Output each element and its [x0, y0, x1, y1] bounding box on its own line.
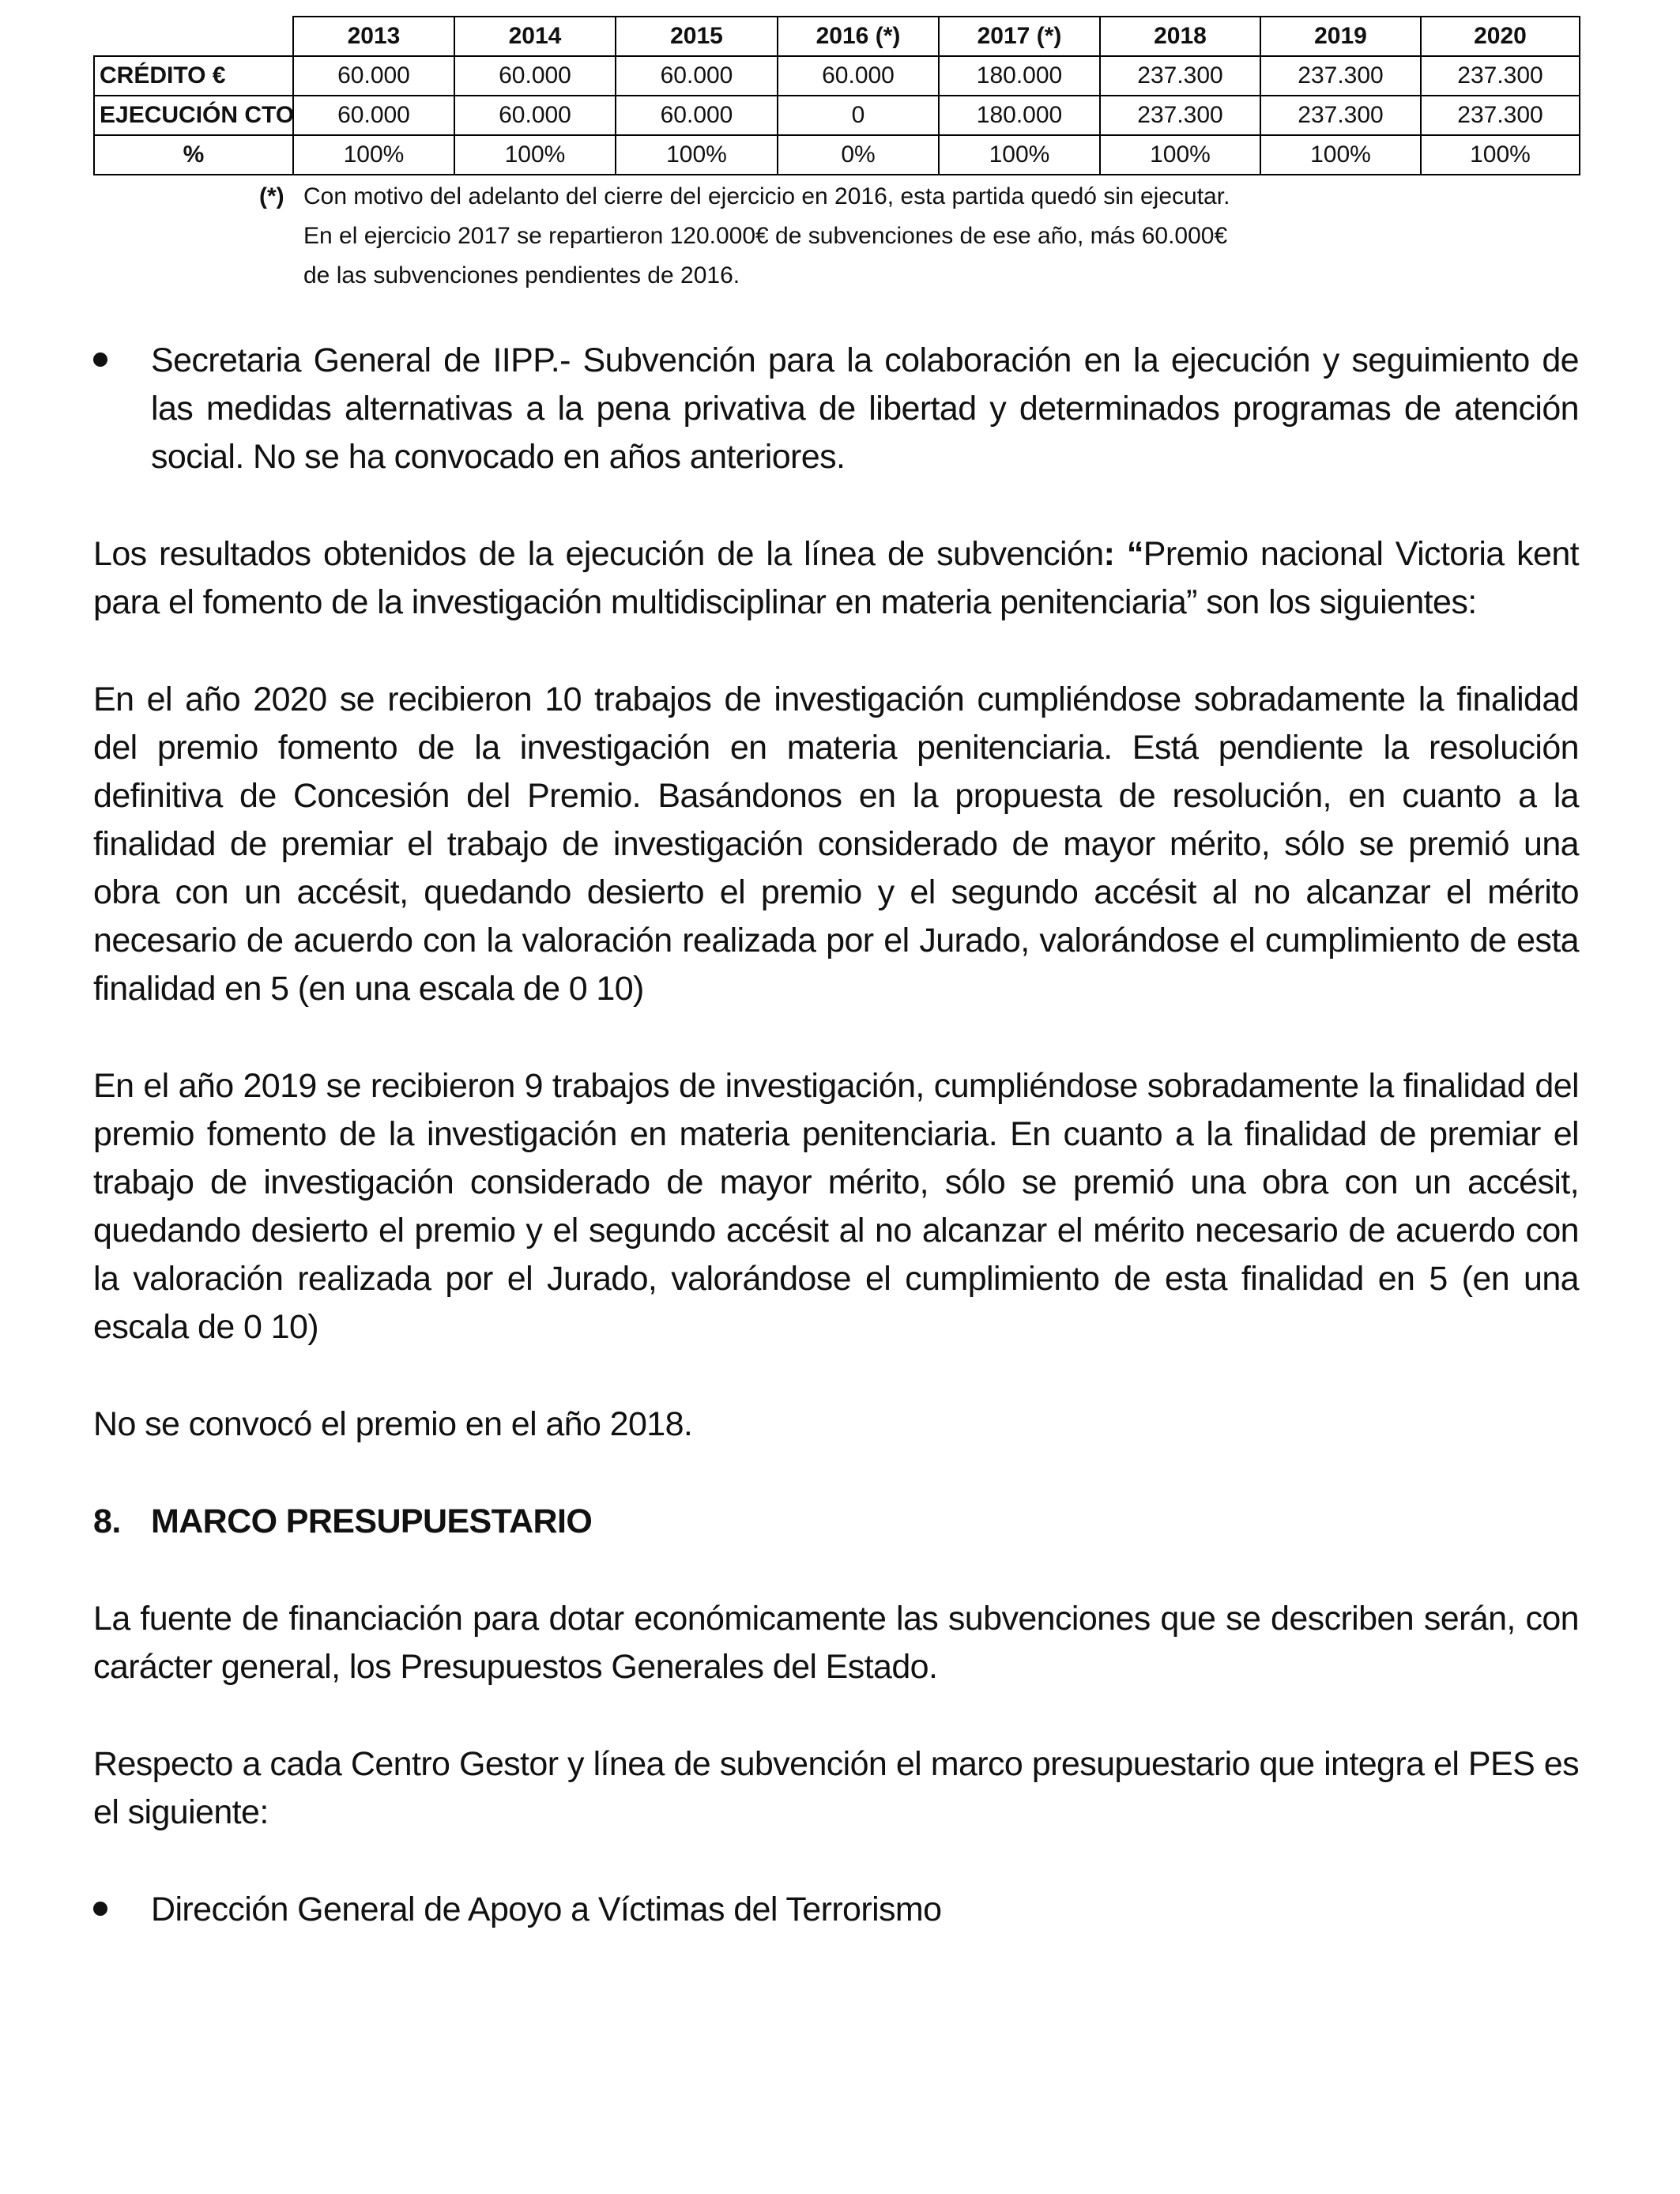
table-cell: 100% [939, 135, 1100, 175]
budget-table [93, 16, 1580, 175]
year-header: 2013 [293, 17, 454, 56]
table-cell: 60.000 [293, 96, 454, 135]
footnote-line: En el ejercicio 2017 se repartieron 120.000€ de subvenciones de ese año, más 60.000€ [303, 223, 1228, 249]
bullet-dot-icon [93, 352, 107, 367]
table-cell: 60.000 [454, 56, 616, 96]
paragraph-results-intro [93, 530, 1579, 627]
table-cell: 180.000 [939, 96, 1100, 135]
year-header: 2014 [454, 17, 616, 56]
paragraph-2019: En el año 2019 se recibieron 9 trabajos de investigación, cumpliéndose sobradamente la finalidad del premio fomento de la investigación en materia penitenciaria. En cuanto a la finalidad de premiar el trabajo de investigación considerado de mayor mérito, sólo se premió una obra con un accésit, quedando desierto el premio y el segundo accésit al no alcanzar el mérito necesario de acuerdo con la valoración realizada por el Jurado, valorándose el cumplimiento de esta finalidad en 5 (en una escala de 0 10) [93, 1067, 1579, 1346]
row-label: EJECUCIÓN CTO [94, 96, 293, 135]
paragraph-text: Premio nacional Victoria kent para el fomento de la investigación multidisciplinar en materia penitenciaria” son los siguientes: [93, 535, 1579, 621]
table-cell: 60.000 [454, 96, 616, 135]
table-cell: 60.000 [616, 96, 778, 135]
year-header: 2020 [1421, 17, 1580, 56]
bullet-item-dgavt [93, 1886, 1579, 1934]
table-cell: 237.300 [1260, 96, 1421, 135]
bullet-item-iipp [93, 337, 1579, 481]
year-header: 2016 (*) [778, 17, 939, 56]
bullet-text: Dirección General de Apoyo a Víctimas del Terrorismo [151, 1891, 942, 1928]
year-header: 2015 [616, 17, 778, 56]
table-corner-cell [94, 17, 293, 56]
table-cell: 0 [778, 96, 939, 135]
table-cell: 237.300 [1421, 96, 1580, 135]
document-page [93, 16, 1579, 1934]
document-body [93, 337, 1579, 1934]
section-title: MARCO PRESUPUESTARIO [151, 1502, 593, 1540]
row-label: % [94, 135, 293, 175]
table-cell: 0% [778, 135, 939, 175]
table-cell: 237.300 [1100, 56, 1260, 96]
paragraph-text: Los resultados obtenidos de la ejecución de la línea de subvención [93, 535, 1104, 573]
section-heading [93, 1498, 1579, 1546]
paragraph-funding: La fuente de financiación para dotar económicamente las subvenciones que se describen serán, con carácter general, los Presupuestos Generales del Estado. [93, 1600, 1579, 1686]
colon-mark: : [1103, 535, 1115, 573]
table-cell: 60.000 [616, 56, 778, 96]
table-cell: 60.000 [293, 56, 454, 96]
year-header: 2018 [1100, 17, 1260, 56]
quote-mark: “ [1126, 535, 1143, 573]
table-cell: 100% [1100, 135, 1260, 175]
bullet-dot-icon [93, 1902, 107, 1916]
table-cell: 100% [454, 135, 616, 175]
year-header: 2019 [1260, 17, 1421, 56]
table-row-percent [94, 135, 1580, 175]
table-cell: 100% [293, 135, 454, 175]
footnote-mark: (*) [259, 183, 284, 209]
paragraph-2020: En el año 2020 se recibieron 10 trabajos de investigación cumpliéndose sobradamente la finalidad del premio fomento de la investigación en materia penitenciaria. Está pendiente la resolución definitiva de Concesión del Premio. Basándonos en la propuesta de resolución, en cuanto a la finalidad de premiar el trabajo de investigación considerado de mayor mérito, sólo se premió una obra con un accésit, quedando desierto el premio y el segundo accésit al no alcanzar el mérito necesario de acuerdo con la valoración realizada por el Jurado, valorándose el cumplimiento de esta finalidad en 5 (en una escala de 0 10) [93, 680, 1579, 1008]
table-row-credito [94, 56, 1580, 96]
table-cell: 100% [616, 135, 778, 175]
table-row-ejecucion [94, 96, 1580, 135]
footnote-line: de las subvenciones pendientes de 2016. [303, 262, 740, 288]
table-cell: 60.000 [778, 56, 939, 96]
bullet-text: Secretaria General de IIPP.- Subvención para la colaboración en la ejecución y seguimiento de las medidas alternativas a la pena privativa de libertad y determinados programas de atención social. No se ha convocado en años anteriores. [151, 341, 1579, 476]
table-cell: 100% [1260, 135, 1421, 175]
table-cell: 180.000 [939, 56, 1100, 96]
year-header: 2017 (*) [939, 17, 1100, 56]
table-cell: 237.300 [1421, 56, 1580, 96]
paragraph-framework: Respecto a cada Centro Gestor y línea de subvención el marco presupuestario que integra el PES es el siguiente: [93, 1745, 1579, 1831]
table-cell: 237.300 [1260, 56, 1421, 96]
table-footnote [259, 177, 1492, 296]
footnote-line: Con motivo del adelanto del cierre del ejercicio en 2016, esta partida quedó sin ejecutar. [303, 183, 1230, 209]
paragraph-2018: No se convocó el premio en el año 2018. [93, 1405, 693, 1443]
table-cell: 100% [1421, 135, 1580, 175]
row-label: CRÉDITO € [94, 56, 293, 96]
section-number: 8. [93, 1502, 121, 1540]
table-header-row [94, 17, 1580, 56]
table-cell: 237.300 [1100, 96, 1260, 135]
